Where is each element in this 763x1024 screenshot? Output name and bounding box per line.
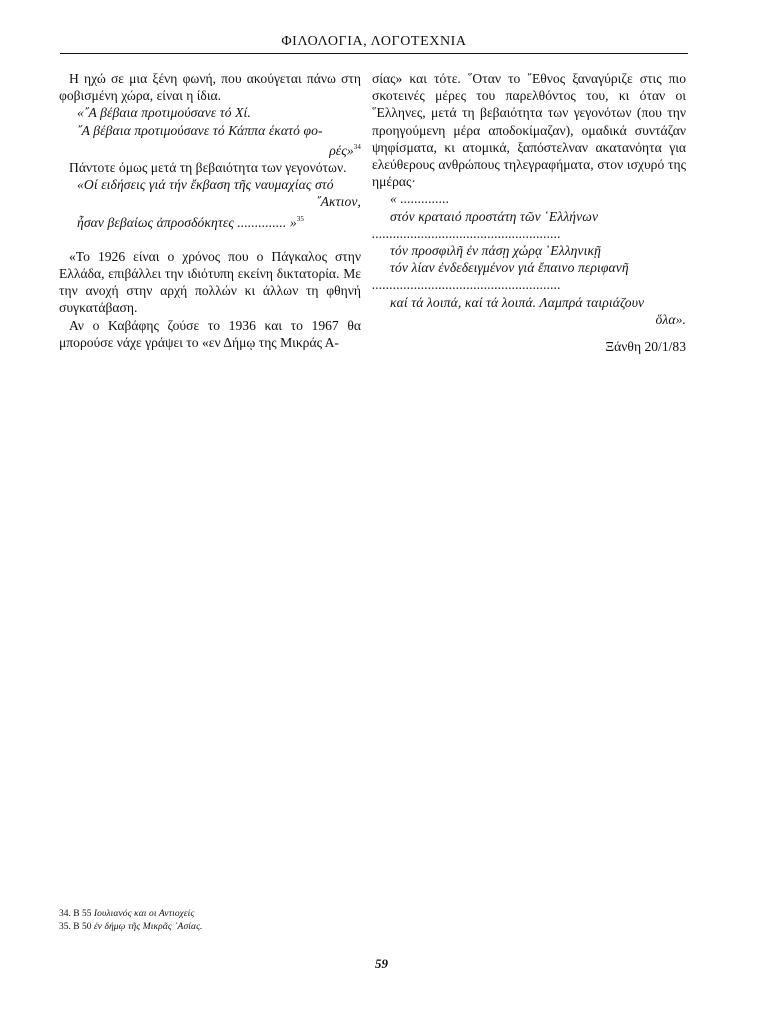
quote-line: ὅλα». (655, 311, 686, 327)
running-header (60, 32, 688, 54)
spacer (59, 231, 361, 248)
quote-line: τόν λίαν ἐνδεδειγμένον γιά ἔπαινο περιφανῆ (390, 260, 629, 276)
quote-line (59, 139, 361, 159)
paragraph-echo: Η ηχώ σε μια ξένη φωνή, που ακούγεται πάνω στη φοβισμένη χώρα, είναι η ίδια. (59, 71, 361, 104)
quote-line: ῎Ακτιον, (315, 194, 361, 210)
quote-open: « .............. (390, 191, 450, 207)
quote-line: τόν προσφιλῆ ἐν πάσῃ χώρᾳ ῾Ελληνικῇ (390, 243, 602, 259)
quote-line: ῎Α βέβαια προτιμούσανε τό Κάππα έκατό φο- (77, 122, 323, 138)
quote-line: στόν κραταιό προστάτη τῶν ῾Ελλήνων (390, 208, 599, 224)
paragraph-certainty: Πάντοτε όμως μετά τη βεβαιότητα των γεγονότων. (69, 160, 347, 176)
header-rule (60, 53, 688, 54)
paragraph-nation: σίας» και τότε. ῞Οταν το ῎Εθνος ξαναγύριζε στις πιο σκοτεινές μέρες του παρελθόντος του, κι όταν οι ῞Ελληνες, μετά τη βεβαιότητα των γεγονότων (που την προηγούμενη μέρα αποδοκίμαζαν), ομαδικά συντάζαν ψηφίσματα, κι ατομικά, ξαπόστελναν ακατανόητα για ελεύθερους ανθρώπους τηλεγραφήματα, στον ισχυρό της ημέρας· (372, 71, 686, 190)
footnotes (59, 908, 203, 933)
footnote-reference: Β 55 (73, 909, 92, 919)
footnote-35 (59, 921, 203, 934)
quote-line: «῎Α βέβαια προτιμούσανε τό Χί. (77, 105, 251, 121)
quote-line: «Οί ειδήσεις γιά τήν ἔκβαση τῆς ναυμαχίας στό (77, 177, 334, 193)
footnote-title: ἐν δήμῳ τῆς Μικρᾶς ᾽Ασίας. (93, 921, 203, 932)
footnote-number: 35. (59, 921, 71, 932)
left-column (59, 70, 361, 351)
quote-text: ἦσαν βεβαίως ἀπροσδόκητες .............. » (77, 214, 297, 230)
quote-text: ρές» (329, 142, 354, 158)
quote-dots: ...................................................... (372, 225, 561, 241)
quote-line (59, 211, 361, 231)
quote-line: καί τά λοιπά, καί τά λοιπά. Λαμπρά ταιριάζουν (390, 294, 645, 310)
page-number: 59 (375, 956, 388, 971)
footnote-ref-35: 35 (296, 214, 305, 223)
signature-place-date: Ξάνθη 20/1/83 (605, 339, 686, 355)
right-column (372, 70, 686, 355)
header-title: ΦΙΛΟΛΟΓΙΑ, ΛΟΓΟΤΕΧΝΙΑ (281, 34, 467, 49)
paragraph-1926: «Το 1926 είναι ο χρόνος που ο Πάγκαλος στην Ελλάδα, επιβάλλει την ιδιότυπη εκείνη δικτατορία. Με την ανοχή στην αρχή πολλών κι άλλων τη φθηνή συγκατάβαση. (59, 248, 361, 316)
footnote-title: Ιουλιανός και οι Αντιοχείς (93, 909, 195, 919)
paragraph-cavafy: Αν ο Καβάφης ζούσε το 1936 και το 1967 θα μπορούσε νάχε γράψει το «εν Δήμῳ της Μικράς Α- (59, 317, 361, 350)
footnote-reference: Β 50 (73, 921, 92, 932)
spacer (372, 328, 686, 338)
footnote-number: 34. (59, 909, 71, 919)
quote-dots: ...................................................... (372, 277, 561, 293)
footnote-ref-34: 34 (353, 142, 361, 151)
footnote-34 (59, 908, 203, 921)
